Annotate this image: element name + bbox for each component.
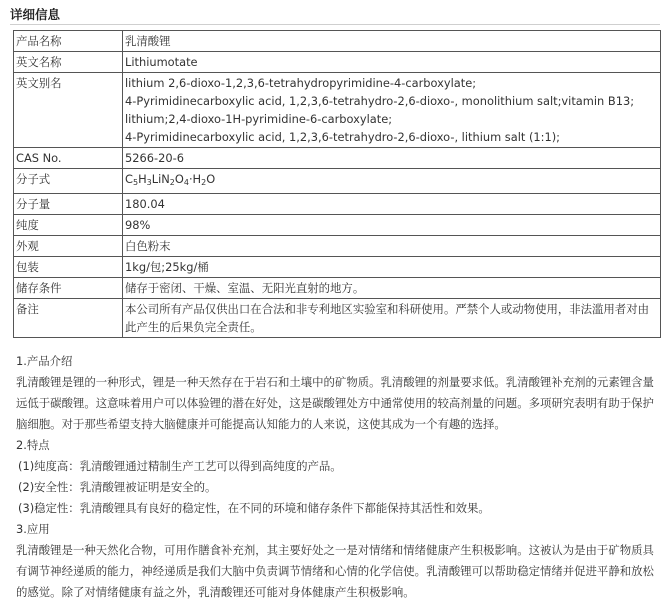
appearance-value: 白色粉末 [123,236,661,257]
table-row [14,148,661,169]
page-title: 详细信息 [10,7,61,22]
table-row [14,73,661,148]
row-label: 纯度 [14,215,123,236]
storage-value: 储存于密闭、干燥、室温、无阳光直射的地方。 [123,278,661,299]
table-row [14,31,661,52]
table-row [14,278,661,299]
table-row [14,194,661,215]
alias-line: 4-Pyrimidinecarboxylic acid, 1,2,3,6-tetrahydro-2,6-dioxo-, lithium salt (1:1); [125,130,561,144]
application-paragraph: 乳清酸锂是一种天然化合物，可用作膳食补充剂，其主要好处之一是对情绪和情绪健康产生积极影响。这被认为是由于矿物质具有调节神经递质的能力，神经递质是我们大脑中负责调节情绪和心情的化学信使。乳清酸锂可以帮助稳定情绪并促进平静和放松的感觉。除了对情绪健康有益之外，乳清酸锂还可能对身体健康产生积极影响。 [16,543,654,599]
section-title-application: 3.应用 [16,522,50,536]
intro-paragraph: 乳清酸锂是锂的一种形式，锂是一种天然存在于岩石和土壤中的矿物质。乳清酸锂的剂量要求低。乳清酸锂补充剂的元素锂含量远低于碳酸锂。这意味着用户可以体验锂的潜在好处，这是碳酸锂处方中通常使用的较高剂量的问题。多项研究表明有助于保护脑细胞。对于那些希望支持大脑健康并可能提高认知能力的人来说，这使其成为一个有趣的选择。 [16,375,654,431]
product-name-value: 乳清酸锂 [123,31,661,52]
purity-value: 98% [123,215,661,236]
row-label: 分子量 [14,194,123,215]
section-title-features: 2.特点 [16,438,50,452]
table-row [14,215,661,236]
molecular-formula-value: $C_5H_3LiN_2O_4\cdot H_2O$ [123,169,661,194]
alias-line: lithium 2,6-dioxo-1,2,3,6-tetrahydropyrimidine-4-carboxylate; [125,76,477,90]
english-name-value: Lithiumotate [123,52,661,73]
packaging-value: 1kg/包;25kg/桶 [123,257,661,278]
row-label: 英文名称 [14,52,123,73]
product-description [16,351,661,603]
feature-item: (1)纯度高：乳清酸锂通过精制生产工艺可以得到高纯度的产品。 [18,459,342,473]
row-label: CAS No. [14,148,123,169]
table-row [14,236,661,257]
product-info-table [13,30,661,338]
row-label: 分子式 [14,169,123,194]
row-label: 备注 [14,299,123,338]
remarks-value: 本公司所有产品仅供出口在合法和非专利地区实验室和科研使用。严禁个人或动物使用，非法滥用者对由此产生的后果负完全责任。 [123,299,661,338]
alias-line: 4-Pyrimidinecarboxylic acid, 1,2,3,6-tetrahydro-2,6-dioxo-, monolithium salt;vitamin B13; [125,94,635,108]
row-label: 储存条件 [14,278,123,299]
table-row [14,299,661,338]
table-row [14,169,661,194]
molecular-weight-value: 180.04 [123,194,661,215]
feature-item: (3)稳定性：乳清酸锂具有良好的稳定性，在不同的环境和储存条件下都能保持其活性和效果。 [18,501,490,515]
english-alias-value [123,73,661,148]
feature-item: (2)安全性：乳清酸锂被证明是安全的。 [18,480,217,494]
row-label: 英文别名 [14,73,123,148]
cas-number-value: 5266-20-6 [123,148,661,169]
section-title-intro: 1.产品介绍 [16,354,73,368]
row-label: 外观 [14,236,123,257]
alias-line: lithium;2,4-dioxo-1H-pyrimidine-6-carboxylate; [125,112,393,126]
heading-divider [10,24,660,25]
row-label: 包装 [14,257,123,278]
row-label: 产品名称 [14,31,123,52]
table-row [14,257,661,278]
table-row [14,52,661,73]
